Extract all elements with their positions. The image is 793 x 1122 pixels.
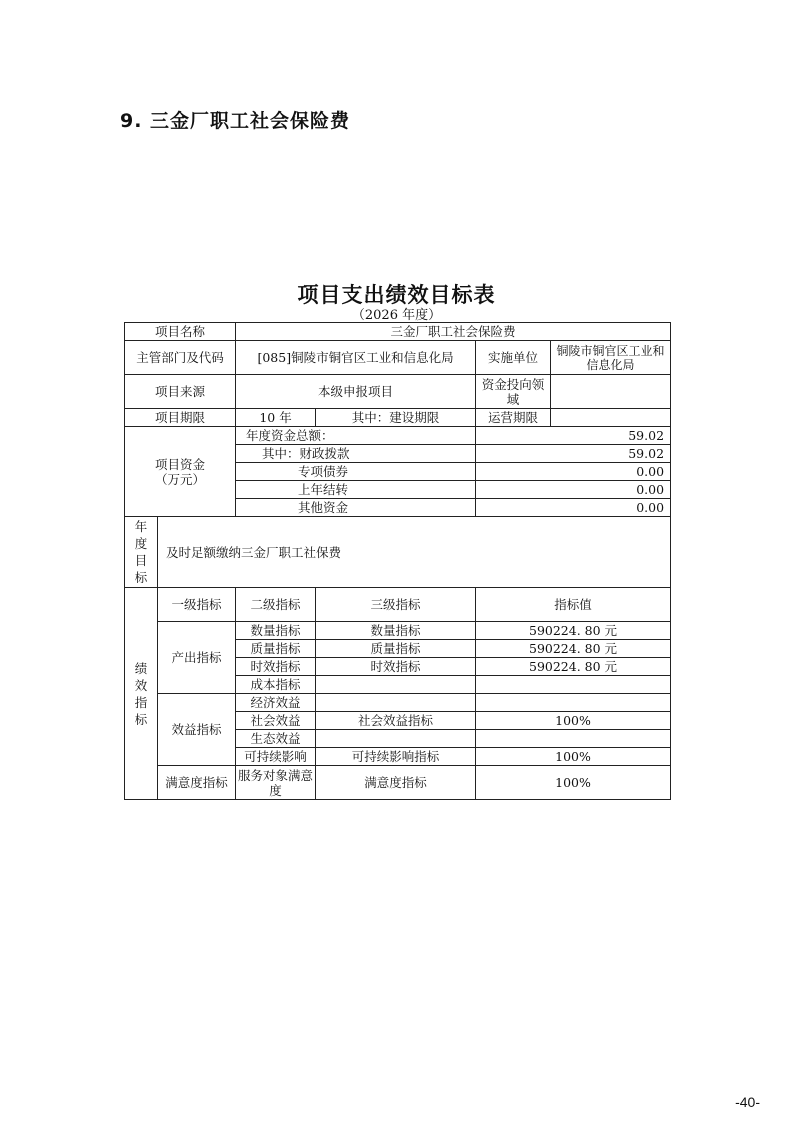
- perf-label-char: 效: [134, 677, 148, 693]
- indicator-level2: 经济效益: [236, 694, 316, 712]
- header-value: 指标值: [476, 588, 671, 622]
- dept-value: [085]铜陵市铜官区工业和信息化局: [236, 341, 476, 375]
- indicator-row: [125, 694, 671, 712]
- indicator-level2: 社会效益: [236, 712, 316, 730]
- funds-label-line2: （万元）: [155, 471, 206, 487]
- indicator-level3: [316, 694, 476, 712]
- indicator-level2: 服务对象满意度: [236, 766, 316, 800]
- indicator-row: [125, 622, 671, 640]
- funds-row: [125, 427, 671, 445]
- source-label: 项目来源: [125, 375, 236, 409]
- funds-fiscal-value: 59.02: [476, 445, 671, 463]
- impl-label: 实施单位: [476, 341, 551, 375]
- operation-label: 运营期限: [476, 409, 551, 427]
- indicator-level3: [316, 730, 476, 748]
- satisfaction-label: 满意度指标: [158, 766, 236, 800]
- indicator-value: [476, 676, 671, 694]
- indicator-header-row: [125, 588, 671, 622]
- indicator-value: 590224. 80 元: [476, 622, 671, 640]
- indicator-level3: 可持续影响指标: [316, 748, 476, 766]
- row-project-name: [125, 323, 671, 341]
- indicator-level2: 成本指标: [236, 676, 316, 694]
- perf-label: [125, 588, 158, 800]
- benefit-label: 效益指标: [158, 694, 236, 766]
- indicator-value: [476, 694, 671, 712]
- indicator-level2: 时效指标: [236, 658, 316, 676]
- funds-total-label: 年度资金总额：: [236, 427, 476, 445]
- row-period: [125, 409, 671, 427]
- invest-value: [551, 375, 671, 409]
- indicator-value: [476, 730, 671, 748]
- table-year: （2026 年度）: [351, 308, 442, 323]
- row-annual-goal: [125, 517, 671, 588]
- funds-bond-label: 专项债券: [236, 463, 476, 481]
- funds-total-value: 59.02: [476, 427, 671, 445]
- indicator-level2: 生态效益: [236, 730, 316, 748]
- header-level3: 三级指标: [316, 588, 476, 622]
- funds-other-label: 其他资金: [236, 499, 476, 517]
- performance-table: [124, 322, 671, 800]
- indicator-value: 100%: [476, 766, 671, 800]
- annual-goal-char: 年: [134, 519, 148, 534]
- indicator-level3: 数量指标: [316, 622, 476, 640]
- operation-value: [551, 409, 671, 427]
- section-heading: 9. 三金厂职工社会保险费: [120, 110, 351, 132]
- annual-goal-label: [125, 517, 158, 588]
- indicator-row: [125, 766, 671, 800]
- indicator-level2: 可持续影响: [236, 748, 316, 766]
- indicator-value: 100%: [476, 712, 671, 730]
- invest-label: 资金投向领域: [476, 375, 551, 409]
- period-label: 项目期限: [125, 409, 236, 427]
- funds-carryover-label: 上年结转: [236, 481, 476, 499]
- annual-goal-char: 标: [134, 570, 148, 585]
- header-level1: 一级指标: [158, 588, 236, 622]
- indicator-level3: 时效指标: [316, 658, 476, 676]
- project-name-value: 三金厂职工社会保险费: [236, 323, 671, 341]
- table-title: 项目支出绩效目标表: [297, 283, 496, 307]
- row-department: [125, 341, 671, 375]
- indicator-level2: 质量指标: [236, 640, 316, 658]
- period-value: 10 年: [236, 409, 316, 427]
- row-source: [125, 375, 671, 409]
- source-value: 本级申报项目: [236, 375, 476, 409]
- impl-value: 铜陵市铜官区工业和信息化局: [551, 341, 671, 375]
- indicator-level3: 社会效益指标: [316, 712, 476, 730]
- page-number: -40-: [735, 1094, 760, 1110]
- header-level2: 二级指标: [236, 588, 316, 622]
- perf-label-char: 绩: [134, 660, 148, 676]
- output-label: 产出指标: [158, 622, 236, 694]
- indicator-level3: 满意度指标: [316, 766, 476, 800]
- funds-label-line1: 项目资金: [155, 456, 206, 472]
- funds-bond-value: 0.00: [476, 463, 671, 481]
- dept-label: 主管部门及代码: [125, 341, 236, 375]
- funds-label: [125, 427, 236, 517]
- project-name-label: 项目名称: [125, 323, 236, 341]
- perf-label-char: 标: [134, 711, 148, 727]
- indicator-level3: [316, 676, 476, 694]
- indicator-level3: 质量指标: [316, 640, 476, 658]
- annual-goal-text: 及时足额缴纳三金厂职工社保费: [158, 517, 671, 588]
- funds-carryover-value: 0.00: [476, 481, 671, 499]
- indicator-value: 590224. 80 元: [476, 658, 671, 676]
- indicator-value: 590224. 80 元: [476, 640, 671, 658]
- funds-fiscal-label: 其中：财政拨款: [236, 445, 476, 463]
- indicator-value: 100%: [476, 748, 671, 766]
- annual-goal-char: 目: [134, 553, 148, 568]
- perf-label-char: 指: [134, 694, 148, 710]
- funds-other-value: 0.00: [476, 499, 671, 517]
- annual-goal-char: 度: [134, 536, 148, 551]
- construction-label: 其中：建设期限: [316, 409, 476, 427]
- indicator-level2: 数量指标: [236, 622, 316, 640]
